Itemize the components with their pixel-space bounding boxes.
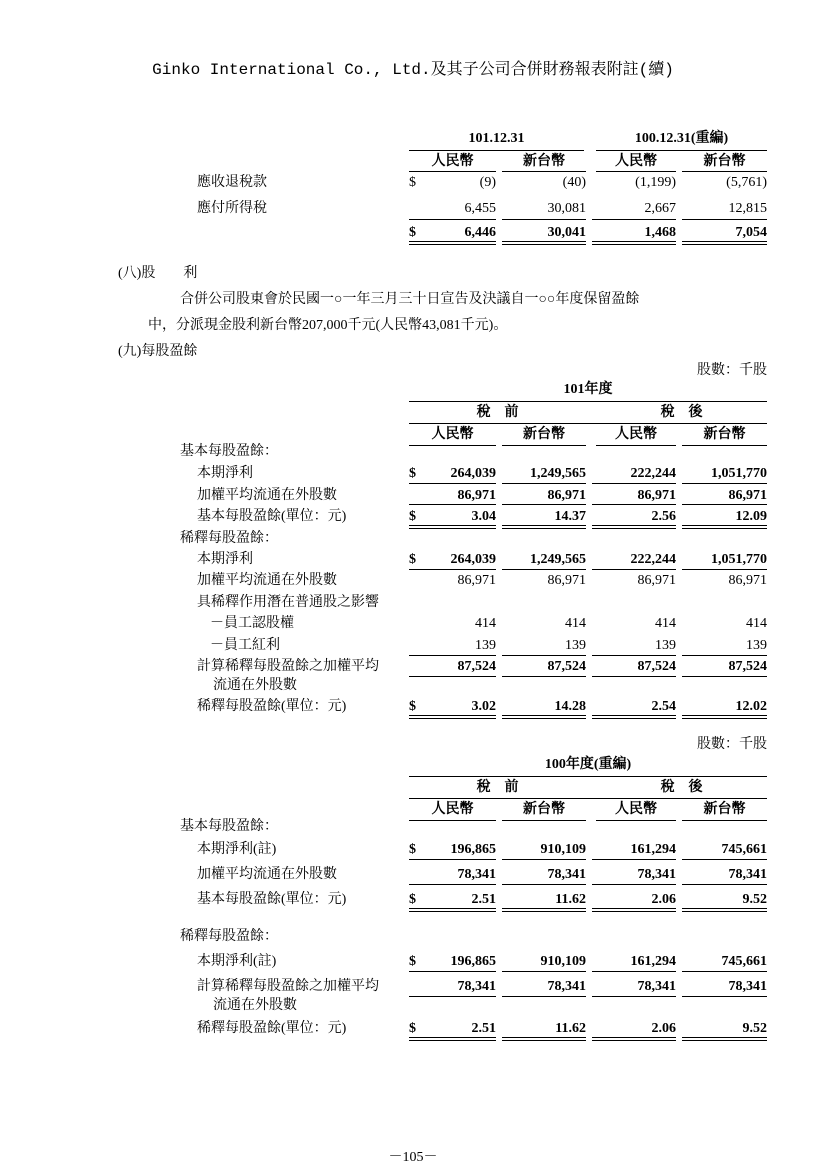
- value-cell: 11.62: [555, 1021, 586, 1036]
- row-label: 本期淨利: [197, 552, 253, 567]
- row-label: 本期淨利(註): [197, 842, 277, 857]
- double-rule: [592, 1037, 676, 1041]
- rule: [592, 504, 676, 505]
- rule: [596, 150, 767, 151]
- column-header: 人民幣: [431, 427, 474, 442]
- column-header: 新台幣: [703, 427, 746, 442]
- value-cell: 910,109: [540, 842, 586, 857]
- rule: [502, 504, 586, 505]
- row-label: 稀釋每股盈餘(單位：元): [197, 699, 347, 714]
- value-cell: 30,041: [547, 225, 586, 240]
- rule: [596, 445, 676, 446]
- value-cell: 6,446: [464, 225, 496, 240]
- value-cell: 86,971: [457, 488, 496, 503]
- column-header: 新台幣: [703, 802, 746, 817]
- value-cell: (9): [479, 175, 496, 190]
- rule: [409, 971, 496, 972]
- value-cell: 14.37: [554, 509, 586, 524]
- value-cell: (1,199): [635, 175, 676, 190]
- value-cell: 196,865: [450, 842, 496, 857]
- post-tax-header: 稅 後: [660, 405, 703, 420]
- rule: [502, 996, 586, 997]
- value-cell: 12.09: [735, 509, 767, 524]
- rule: [409, 219, 496, 220]
- rule: [409, 504, 496, 505]
- value-cell: 78,341: [457, 979, 496, 994]
- row-label: －員工紅利: [210, 638, 280, 653]
- value-cell: 196,865: [450, 954, 496, 969]
- column-header: 人民幣: [431, 802, 474, 817]
- value-cell: 6,455: [464, 201, 496, 216]
- rule: [409, 655, 496, 656]
- rule: [682, 820, 767, 821]
- value-cell: 745,661: [721, 842, 767, 857]
- dollar-sign: $: [409, 175, 416, 190]
- value-cell: 264,039: [450, 552, 496, 567]
- value-cell: 87,524: [457, 659, 496, 674]
- double-rule: [682, 1037, 767, 1041]
- section-heading: (九)每股盈餘: [118, 344, 198, 359]
- group-heading: 稀釋每股盈餘：: [180, 929, 278, 944]
- rule: [592, 884, 676, 885]
- row-label: 計算稀釋每股盈餘之加權平均: [197, 659, 379, 674]
- row-label: 應付所得稅: [197, 201, 267, 216]
- row-label: 基本每股盈餘(單位：元): [197, 509, 347, 524]
- rule: [682, 884, 767, 885]
- value-cell: 14.28: [554, 699, 586, 714]
- column-header: 人民幣: [615, 154, 657, 169]
- rule: [409, 676, 496, 677]
- rule: [682, 445, 767, 446]
- rule: [502, 884, 586, 885]
- rule: [502, 971, 586, 972]
- rule: [682, 483, 767, 484]
- rule: [409, 996, 496, 997]
- rule: [682, 971, 767, 972]
- rule: [682, 676, 767, 677]
- row-label: 加權平均流通在外股數: [197, 867, 337, 882]
- value-cell: 222,244: [630, 466, 676, 481]
- value-cell: 86,971: [547, 488, 586, 503]
- column-header: 人民幣: [431, 154, 474, 169]
- value-cell: 78,341: [637, 867, 676, 882]
- rule: [682, 996, 767, 997]
- rule: [502, 655, 586, 656]
- double-rule: [502, 715, 586, 719]
- pre-tax-header: 稅 前: [476, 405, 519, 420]
- double-rule: [682, 241, 767, 245]
- rule: [409, 171, 496, 172]
- rule: [409, 401, 767, 402]
- double-rule: [409, 241, 496, 245]
- rule: [592, 219, 676, 220]
- rule: [682, 655, 767, 656]
- rule: [592, 569, 676, 570]
- double-rule: [502, 908, 586, 912]
- paragraph-line: 中，分派現金股利新台幣207,000千元(人民幣43,081千元)。: [148, 318, 508, 333]
- column-header: 新台幣: [703, 154, 746, 169]
- value-cell: 86,971: [457, 573, 496, 588]
- rule: [409, 798, 767, 799]
- double-rule: [502, 1037, 586, 1041]
- value-cell: 30,081: [547, 201, 586, 216]
- double-rule: [409, 908, 496, 912]
- paragraph-line: 合併公司股東會於民國一○一年三月三十日宣告及決議自一○○年度保留盈餘: [180, 292, 640, 307]
- rule: [502, 171, 586, 172]
- rule: [592, 996, 676, 997]
- double-rule: [682, 715, 767, 719]
- rule: [592, 483, 676, 484]
- dollar-sign: $: [409, 552, 416, 567]
- rule: [409, 820, 496, 821]
- double-rule: [592, 241, 676, 245]
- rule: [502, 676, 586, 677]
- rule: [409, 423, 767, 424]
- row-label: 加權平均流通在外股數: [197, 488, 337, 503]
- rule: [409, 884, 496, 885]
- value-cell: 139: [655, 638, 676, 653]
- column-group-header: 101.12.31: [468, 131, 525, 146]
- double-rule: [502, 241, 586, 245]
- value-cell: (5,761): [726, 175, 767, 190]
- group-heading: 基本每股盈餘：: [180, 444, 278, 459]
- dollar-sign: $: [409, 1021, 416, 1036]
- value-cell: 86,971: [637, 573, 676, 588]
- rule: [682, 504, 767, 505]
- value-cell: 2,667: [644, 201, 676, 216]
- column-group-header: 100.12.31(重編): [634, 131, 729, 146]
- rule: [409, 150, 584, 151]
- value-cell: 139: [475, 638, 496, 653]
- value-cell: 414: [655, 616, 676, 631]
- double-rule: [592, 908, 676, 912]
- value-cell: 161,294: [630, 842, 676, 857]
- double-rule: [592, 525, 676, 529]
- rule: [502, 483, 586, 484]
- column-header: 新台幣: [523, 154, 565, 169]
- double-rule: [502, 525, 586, 529]
- double-rule: [409, 525, 496, 529]
- double-rule: [592, 715, 676, 719]
- rule: [682, 859, 767, 860]
- double-rule: [682, 525, 767, 529]
- value-cell: 161,294: [630, 954, 676, 969]
- post-tax-header: 稅 後: [660, 780, 703, 795]
- rule: [682, 569, 767, 570]
- value-cell: 78,341: [547, 867, 586, 882]
- double-rule: [409, 715, 496, 719]
- value-cell: 86,971: [728, 573, 767, 588]
- value-cell: 3.04: [471, 509, 496, 524]
- rule: [592, 676, 676, 677]
- value-cell: 78,341: [728, 867, 767, 882]
- row-label: 計算稀釋每股盈餘之加權平均: [197, 979, 379, 994]
- value-cell: 414: [475, 616, 496, 631]
- row-label: 稀釋每股盈餘(單位：元): [197, 1021, 347, 1036]
- rule: [592, 655, 676, 656]
- row-label: －員工認股權: [210, 616, 294, 631]
- value-cell: 12,815: [728, 201, 767, 216]
- row-label: 具稀釋作用潛在普通股之影響: [197, 595, 379, 610]
- rule: [592, 859, 676, 860]
- rule: [502, 569, 586, 570]
- row-label: 基本每股盈餘(單位：元): [197, 892, 347, 907]
- value-cell: 139: [565, 638, 586, 653]
- row-label: 流通在外股數: [213, 998, 297, 1013]
- pre-tax-header: 稅 前: [476, 780, 519, 795]
- value-cell: 414: [565, 616, 586, 631]
- value-cell: 1,051,770: [711, 466, 767, 481]
- rule: [502, 859, 586, 860]
- rule: [592, 971, 676, 972]
- dollar-sign: $: [409, 842, 416, 857]
- value-cell: 86,971: [728, 488, 767, 503]
- dollar-sign: $: [409, 466, 416, 481]
- value-cell: 87,524: [547, 659, 586, 674]
- value-cell: 87,524: [637, 659, 676, 674]
- period-header: 101年度: [563, 382, 613, 397]
- value-cell: 78,341: [547, 979, 586, 994]
- value-cell: 910,109: [540, 954, 586, 969]
- rule: [682, 171, 767, 172]
- rule: [409, 483, 496, 484]
- value-cell: 139: [746, 638, 767, 653]
- double-rule: [409, 1037, 496, 1041]
- page-number: －105－: [388, 1150, 438, 1165]
- value-cell: 264,039: [450, 466, 496, 481]
- rule: [596, 820, 676, 821]
- rule: [596, 171, 676, 172]
- column-header: 人民幣: [615, 802, 657, 817]
- value-cell: 2.06: [651, 1021, 676, 1036]
- value-cell: 9.52: [742, 1021, 767, 1036]
- dollar-sign: $: [409, 892, 416, 907]
- value-cell: 86,971: [547, 573, 586, 588]
- rule: [502, 219, 586, 220]
- page-title: Ginko International Co., Ltd.及其子公司合併財務報表附註(續): [152, 61, 674, 79]
- dollar-sign: $: [409, 509, 416, 524]
- rule: [682, 219, 767, 220]
- value-cell: 2.54: [651, 699, 676, 714]
- rule: [409, 569, 496, 570]
- value-cell: 2.56: [651, 509, 676, 524]
- value-cell: (40): [562, 175, 586, 190]
- value-cell: 86,971: [637, 488, 676, 503]
- value-cell: 1,468: [644, 225, 676, 240]
- row-label: 本期淨利: [197, 466, 253, 481]
- section-heading: (八)股 利: [118, 266, 198, 281]
- value-cell: 745,661: [721, 954, 767, 969]
- dollar-sign: $: [409, 699, 416, 714]
- rule: [409, 445, 496, 446]
- value-cell: 7,054: [735, 225, 767, 240]
- value-cell: 2.51: [471, 1021, 496, 1036]
- value-cell: 222,244: [630, 552, 676, 567]
- value-cell: 78,341: [637, 979, 676, 994]
- column-header: 新台幣: [523, 427, 565, 442]
- unit-note: 股數：千股: [697, 363, 767, 378]
- value-cell: 3.02: [471, 699, 496, 714]
- rule: [409, 776, 767, 777]
- row-label: 應收退稅款: [197, 175, 267, 190]
- value-cell: 9.52: [742, 892, 767, 907]
- rule: [502, 820, 586, 821]
- value-cell: 78,341: [728, 979, 767, 994]
- value-cell: 11.62: [555, 892, 586, 907]
- value-cell: 414: [746, 616, 767, 631]
- value-cell: 2.51: [471, 892, 496, 907]
- value-cell: 12.02: [735, 699, 767, 714]
- period-header: 100年度(重編): [544, 757, 632, 772]
- value-cell: 87,524: [728, 659, 767, 674]
- row-label: 流通在外股數: [213, 678, 297, 693]
- column-header: 新台幣: [523, 802, 565, 817]
- value-cell: 2.06: [651, 892, 676, 907]
- unit-note: 股數：千股: [697, 737, 767, 752]
- value-cell: 1,051,770: [711, 552, 767, 567]
- double-rule: [682, 908, 767, 912]
- dollar-sign: $: [409, 225, 416, 240]
- row-label: 本期淨利(註): [197, 954, 277, 969]
- dollar-sign: $: [409, 954, 416, 969]
- group-heading: 基本每股盈餘：: [180, 819, 278, 834]
- column-header: 人民幣: [615, 427, 657, 442]
- row-label: 加權平均流通在外股數: [197, 573, 337, 588]
- rule: [502, 445, 586, 446]
- rule: [409, 859, 496, 860]
- value-cell: 1,249,565: [530, 466, 586, 481]
- value-cell: 78,341: [457, 867, 496, 882]
- value-cell: 1,249,565: [530, 552, 586, 567]
- group-heading: 稀釋每股盈餘：: [180, 531, 278, 546]
